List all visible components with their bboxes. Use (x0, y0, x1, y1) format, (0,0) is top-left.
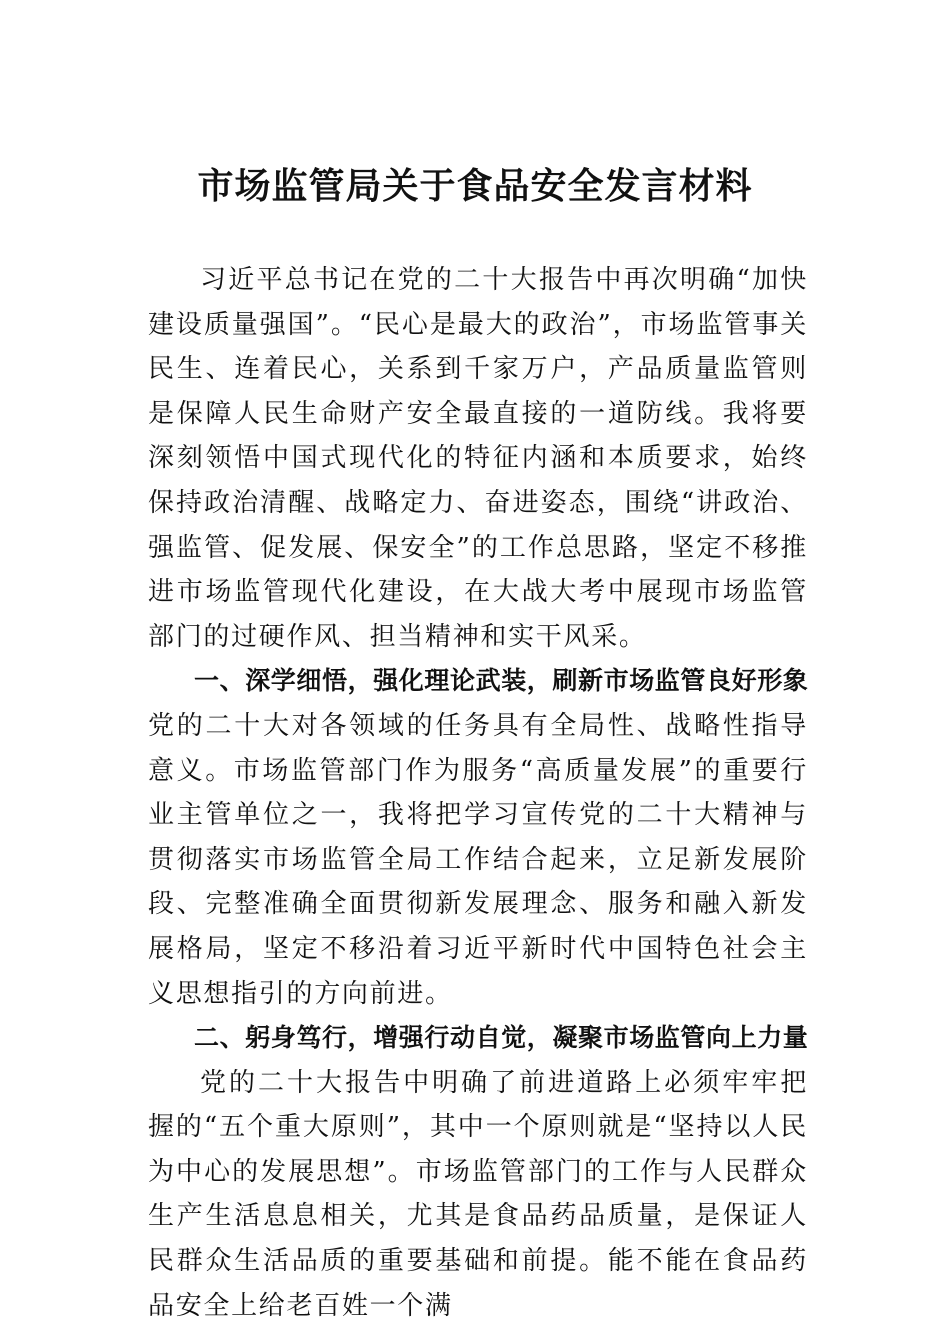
section-1-heading: 一、深学细悟，强化理论武装，刷新市场监管良好形象 (194, 666, 809, 696)
intro-paragraph: 习近平总书记在党的二十大报告中再次明确“加快建设质量强国”。“民心是最大的政治”，市场监管事关民生、连着民心，关系到千家万户，产品质量监管则是保障人民生命财产安全最直接的一道防线。我将要深刻领悟中国式现代化的特征内涵和本质要求，始终保持政治清醒、战略定力、奋进姿态，围绕“讲政治、强监管、促发展、保安全”的工作总思路，坚定不移推进市场监管现代化建设，在大战大考中展现市场监管部门的过硬作风、担当精神和实干风采。 (148, 265, 808, 652)
document-title: 市场监管局关于食品安全发言材料 (197, 165, 753, 207)
section-1-paragraph: 党的二十大对各领域的任务具有全局性、战略性指导意义。市场监管部门作为服务“高质量发展”的重要行业主管单位之一，我将把学习宣传党的二十大精神与贯彻落实市场监管全局工作结合起来，立足新发展阶段、完整准确全面贯彻新发展理念、服务和融入新发展格局，坚定不移沿着习近平新时代中国特色社会主义思想指引的方向前进。 (148, 710, 808, 1009)
document-body (148, 258, 808, 1328)
section-2-heading: 二、躬身笃行，增强行动自觉，凝聚市场监管向上力量 (194, 1023, 809, 1053)
section-2-paragraph: 党的二十大报告中明确了前进道路上必须牢牢把握的“五个重大原则”，其中一个原则就是“坚持以人民为中心的发展思想”。市场监管部门的工作与人民群众生产生活息息相关，尤其是食品药品质量，是保证人民群众生活品质的重要基础和前提。能不能在食品药品安全上给老百姓一个满 (148, 1067, 808, 1321)
